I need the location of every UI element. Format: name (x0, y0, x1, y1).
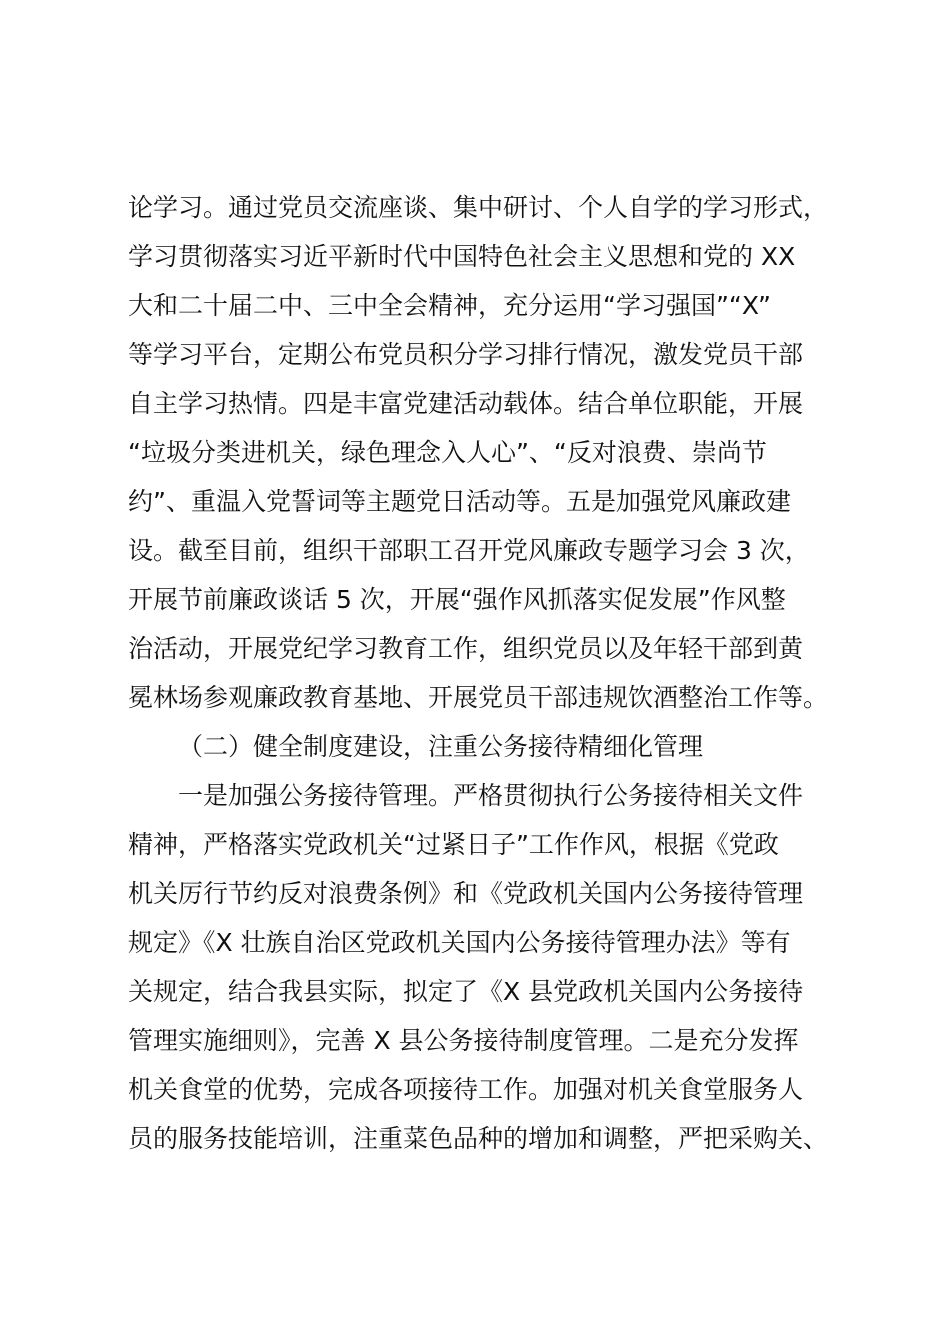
body-line-17: 关规定，结合我县实际，拟定了《X 县党政机关国内公务接待 (128, 977, 804, 1006)
document-body (128, 183, 848, 1163)
body-line-5: 自主学习热情。四是丰富党建活动载体。结合单位职能，开展 (128, 389, 804, 418)
body-line-13: 一是加强公务接待管理。严格贯彻执行公务接待相关文件 (178, 781, 804, 810)
body-line-8: 设。截至目前，组织干部职工召开党风廉政专题学习会 3 次， (128, 536, 810, 565)
body-line-6: “垃圾分类进机关，绿色理念入人心”、“反对浪费、崇尚节 (128, 438, 767, 467)
body-line-10: 治活动，开展党纪学习教育工作，组织党员以及年轻干部到黄 (128, 634, 804, 663)
body-line-4: 等学习平台，定期公布党员积分学习排行情况，激发党员干部 (128, 340, 804, 369)
body-line-11: 冕林场参观廉政教育基地、开展党员干部违规饮酒整治工作等。 (128, 683, 829, 712)
body-line-1: 论学习。通过党员交流座谈、集中研讨、个人自学的学习形式， (128, 193, 829, 222)
body-line-20: 员的服务技能培训，注重菜色品种的增加和调整，严把采购关、 (128, 1124, 829, 1153)
body-line-18: 管理实施细则》，完善 X 县公务接待制度管理。二是充分发挥 (128, 1026, 799, 1055)
body-line-2: 学习贯彻落实习近平新时代中国特色社会主义思想和党的 XX (128, 242, 796, 271)
body-line-15: 机关厉行节约反对浪费条例》和《党政机关国内公务接待管理 (128, 879, 804, 908)
body-line-3: 大和二十届二中、三中全会精神，充分运用“学习强国”“X” (128, 291, 771, 320)
body-line-19: 机关食堂的优势，完成各项接待工作。加强对机关食堂服务人 (128, 1075, 804, 1104)
body-line-14: 精神，严格落实党政机关“过紧日子”工作作风，根据《党政 (128, 830, 779, 859)
body-line-7: 约”、重温入党誓词等主题党日活动等。五是加强党风廉政建 (128, 487, 791, 516)
body-line-9: 开展节前廉政谈话 5 次，开展“强作风抓落实促发展”作风整 (128, 585, 786, 614)
body-line-16: 规定》《X 壮族自治区党政机关国内公务接待管理办法》等有 (128, 928, 791, 957)
section-heading: （二）健全制度建设，注重公务接待精细化管理 (178, 732, 704, 761)
